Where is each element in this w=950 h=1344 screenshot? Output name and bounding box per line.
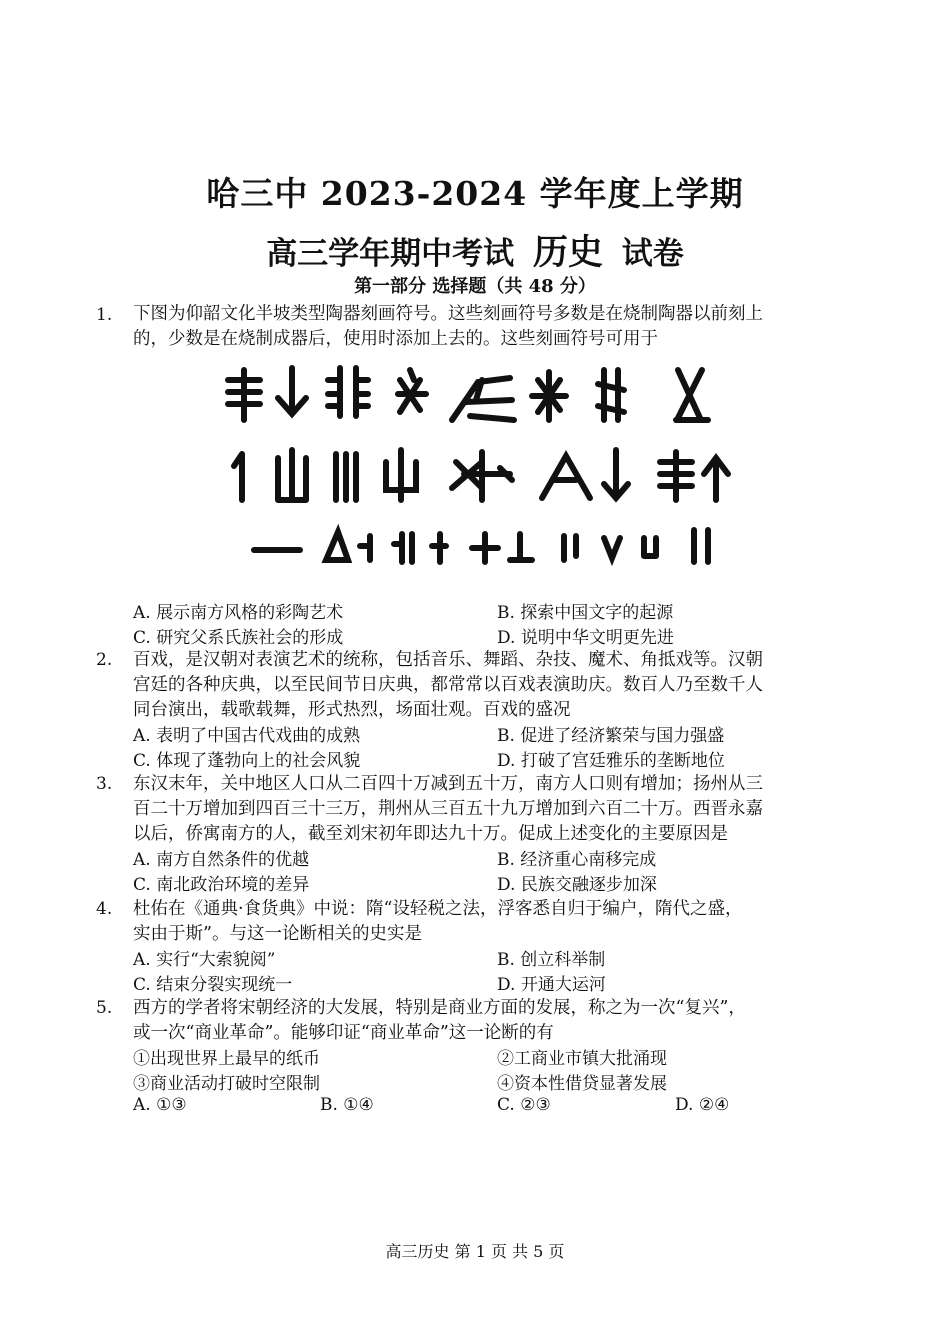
- section-heading: 第一部分 选择题（共 48 分）: [354, 276, 596, 297]
- exam-title-line1: 哈三中 2023-2024 学年度上学期: [206, 174, 744, 213]
- q3-stem-line2: 百二十万增加到四百三十三万，荆州从三百五十九万增加到六百二十万。西晋永嘉: [133, 799, 763, 819]
- q3-option-d: D. 民族交融逐步加深: [497, 875, 657, 895]
- q2-stem-line3: 同台演出，载歌载舞，形式热烈，场面壮观。百戏的盛况: [133, 700, 571, 720]
- q2-option-a: A. 表明了中国古代戏曲的成熟: [133, 726, 361, 746]
- q2-stem-line1: 百戏，是汉朝对表演艺术的统称，包括音乐、舞蹈、杂技、魔术、角抵戏等。汉朝: [133, 650, 763, 670]
- q3-number: 3.: [96, 774, 113, 794]
- q4-option-a: A. 实行“大索貌阅”: [133, 950, 276, 970]
- q3-option-b: B. 经济重心南移完成: [497, 850, 657, 870]
- q5-option-d: D. ②④: [675, 1095, 730, 1115]
- q5-statement-3: ③商业活动打破时空限制: [133, 1074, 320, 1094]
- pottery-symbols-figure: [220, 350, 740, 580]
- title-exam-name: 高三学年期中考试: [266, 236, 515, 272]
- page-footer: 高三历史 第 1 页 共 5 页: [385, 1242, 565, 1261]
- symbol-row-3: [254, 530, 708, 562]
- q5-stem-line1: 西方的学者将宋朝经济的大发展，特别是商业方面的发展，称之为一次“复兴”，: [133, 998, 746, 1018]
- exam-title-line2: [0, 225, 950, 275]
- symbol-row-1: [228, 368, 708, 420]
- q5-stem-line2: 或一次“商业革命”。能够印证“商业革命”这一论断的有: [133, 1023, 554, 1043]
- q2-stem-line2: 宫廷的各种庆典，以至民间节日庆典，都常常以百戏表演助庆。数百人乃至数千人: [133, 675, 763, 695]
- q5-statement-2: ②工商业市镇大批涌现: [497, 1049, 667, 1069]
- q4-option-c: C. 结束分裂实现统一: [133, 975, 293, 995]
- q2-option-c: C. 体现了蓬勃向上的社会风貌: [133, 751, 361, 771]
- q4-number: 4.: [96, 899, 113, 919]
- q5-statement-1: ①出现世界上最早的纸币: [133, 1049, 320, 1069]
- q1-number: 1.: [96, 305, 113, 325]
- q2-option-b: B. 促进了经济繁荣与国力强盛: [497, 726, 725, 746]
- symbol-row-2: [234, 450, 728, 500]
- q1-option-b: B. 探索中国文字的起源: [497, 603, 674, 623]
- q1-option-d: D. 说明中华文明更先进: [497, 628, 674, 648]
- q2-number: 2.: [96, 650, 113, 670]
- q3-stem-line1: 东汉末年，关中地区人口从二百四十万减到五十万，南方人口则有增加；扬州从三: [133, 774, 763, 794]
- title-paper: 试卷: [621, 236, 684, 272]
- q1-stem-line2: 的，少数是在烧制成器后，使用时添加上去的。这些刻画符号可用于: [133, 329, 658, 349]
- q4-stem-line2: 实由于斯”。与这一论断相关的史实是: [133, 924, 422, 944]
- q5-option-c: C. ②③: [497, 1095, 551, 1115]
- q4-stem-line1: 杜佑在《通典·食货典》中说：隋“设轻税之法，浮客悉自归于编户，隋代之盛，: [133, 899, 743, 919]
- q5-statement-4: ④资本性借贷显著发展: [497, 1074, 667, 1094]
- q4-option-d: D. 开通大运河: [497, 975, 606, 995]
- q2-option-d: D. 打破了宫廷雅乐的垄断地位: [497, 751, 725, 771]
- q3-option-a: A. 南方自然条件的优越: [133, 850, 310, 870]
- q4-option-b: B. 创立科举制: [497, 950, 606, 970]
- q1-stem-line1: 下图为仰韶文化半坡类型陶器刻画符号。这些刻画符号多数是在烧制陶器以前刻上: [133, 304, 763, 324]
- title-subject: 历史: [532, 232, 603, 273]
- q1-option-c: C. 研究父系氏族社会的形成: [133, 628, 344, 648]
- q5-option-a: A. ①③: [133, 1095, 187, 1115]
- q3-stem-line3: 以后，侨寓南方的人，截至刘宋初年即达九十万。促成上述变化的主要原因是: [133, 824, 728, 844]
- q5-number: 5.: [96, 998, 113, 1018]
- q3-option-c: C. 南北政治环境的差异: [133, 875, 310, 895]
- q1-option-a: A. 展示南方风格的彩陶艺术: [133, 603, 344, 623]
- q5-option-b: B. ①④: [320, 1095, 374, 1115]
